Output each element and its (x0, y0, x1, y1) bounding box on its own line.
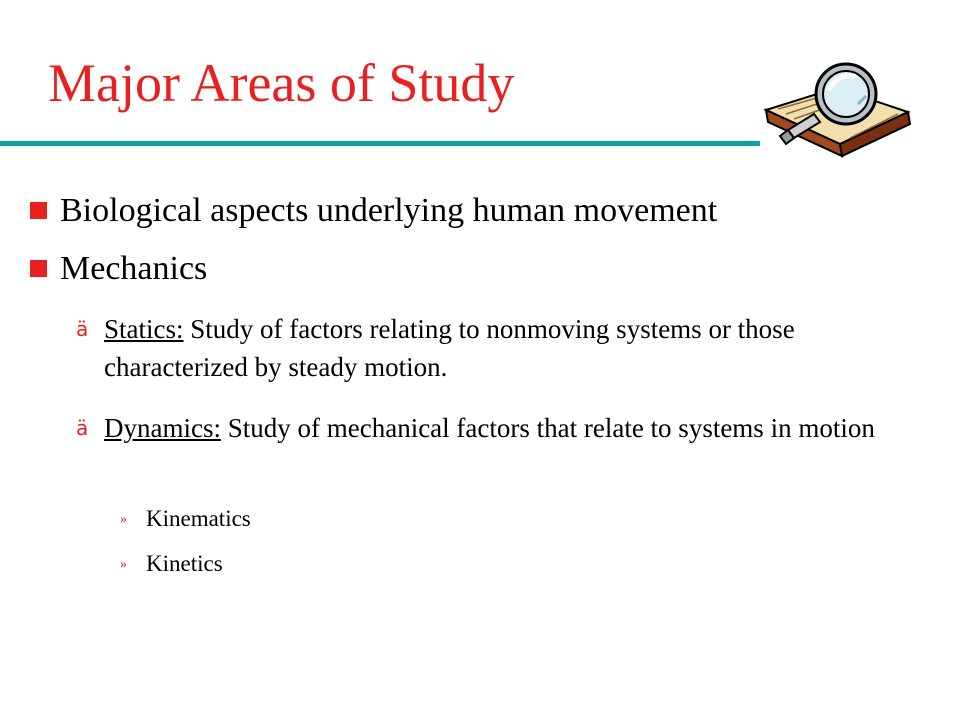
diamond-bullet-icon (30, 202, 47, 219)
bullet-text: Mechanics (60, 250, 208, 287)
definition-statics: Study of factors relating to nonmoving systems or those characterized by steady motion. (104, 314, 795, 382)
slide-title: Major Areas of Study (48, 53, 515, 113)
diamond-bullet-icon (30, 260, 47, 277)
definition-dynamics: Study of mechanical factors that relate to systems in motion (227, 413, 875, 443)
kinetics-text: Kinetics (146, 551, 223, 576)
kinematics-text: Kinematics (146, 506, 251, 531)
chevron-bullet-glyph: » (120, 557, 127, 572)
bullet-text: Biological aspects underlying human movement (60, 192, 718, 229)
magnifier-over-book-icon (758, 52, 918, 162)
chevron-bullet-glyph: » (120, 512, 127, 527)
title-underline-rule (0, 141, 760, 146)
term-dynamics: Dynamics: (104, 413, 221, 443)
term-statics: Statics: (104, 314, 184, 344)
sub-bullet-glyph: ä (76, 317, 89, 341)
sub-bullet-glyph: ä (76, 416, 89, 440)
